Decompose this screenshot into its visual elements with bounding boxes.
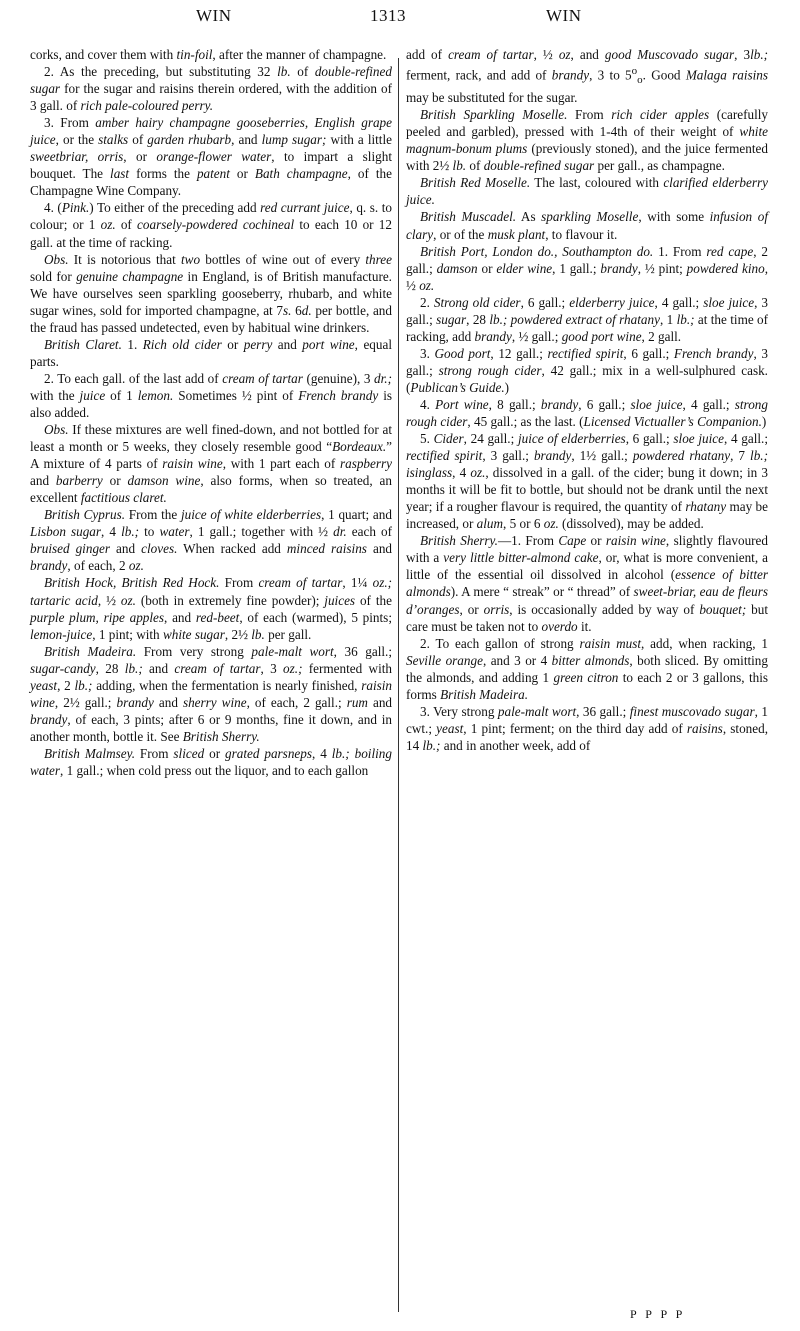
paragraph: 2. As the preceding, but substituting 32 lb. of double-refined sugar for the sugar and raisins therein ordered, with the addition of 3 gall. of rich pale-coloured perry. — [30, 64, 392, 114]
paragraph: 3. Very strong pale-malt wort, 36 gall.; finest muscovado sugar, 1 cwt.; yeast, 1 pint; ferment; on the third day add of raisins, stoned, 14 lb.; and in another week, add of — [406, 703, 768, 753]
signature-mark: P P P P — [630, 1307, 686, 1321]
header-right-word: WIN — [546, 6, 582, 25]
page-number: 1313 — [370, 6, 406, 25]
left-column — [30, 46, 392, 779]
paragraph: British Cyprus. From the juice of white elderberries, 1 quart; and Lisbon sugar, 4 lb.; to water, 1 gall.; together with ½ dr. each of bruised ginger and cloves. When racked add minced raisins and brandy, of each, 2 oz. — [30, 507, 393, 574]
paragraph: 2. To each gall. of the last add of cream of tartar (genuine), 3 dr.; with the juice of 1 lemon. Sometimes ½ pint of French brandy is also added. — [30, 370, 392, 420]
paragraph: British Sherry.—1. From Cape or raisin wine, slightly flavoured with a very little bitter-almond cake, or, what is more convenient, a little of the essential oil dissolved in alcohol (essence of bitter almonds). A mere “ streak” or “ thread” of sweet-briar, eau de fleurs d’oranges, or orris, is occasionally added by way of bouquet; but care must be taken not to overdo it. — [406, 533, 769, 634]
header-left-word: WIN — [196, 6, 232, 25]
paragraph: 2. To each gallon of strong raisin must, add, when racking, 1 Seville orange, and 3 or 4 bitter almonds, both sliced. By omitting the almonds, and adding 1 green citron to each 2 or 3 gallons, this forms British Madeira. — [406, 635, 768, 702]
paragraph: British Muscadel. As sparkling Moselle, with some infusion of clary, or of the musk plant, to flavour it. — [406, 209, 768, 242]
paragraph: 4. Port wine, 8 gall.; brandy, 6 gall.; sloe juice, 4 gall.; strong rough cider, 45 gall.; as the last. (Licensed Victualler’s Companion.) — [406, 396, 768, 430]
paragraph: Obs. It is notorious that two bottles of wine out of every three sold for genuine champagne in England, is of British manufacture. We have ourselves seen sparkling gooseberry, rhubarb, and white sugar wines, sold for imported champagne, at 7s. 6d. per bottle, and the fraud has passed undetected, even by habitual wine drinkers. — [30, 251, 392, 335]
paragraph: British Claret. 1. Rich old cider or perry and port wine, equal parts. — [30, 336, 392, 369]
running-head — [0, 6, 800, 36]
paragraph: British Malmsey. From sliced or grated parsneps, 4 lb.; boiling water, 1 gall.; when cold press out the liquor, and to each gallon — [30, 745, 392, 778]
paragraph: British Madeira. From very strong pale-malt wort, 36 gall.; sugar-candy, 28 lb.; and cream of tartar, 3 oz.; fermented with yeast, 2 lb.; adding, when the fermentation is nearly finished, raisin wine, 2½ gall.; brandy and sherry wine, of each, 2 gall.; rum and brandy, of each, 3 pints; after 6 or 9 months, fine it down, and in another month, bottle it. See British Sherry. — [30, 643, 393, 744]
paragraph: add of cream of tartar, ½ oz, and good Muscovado sugar, 3lb.; ferment, rack, and add of brandy, 3 to $5^o_o$. Good Malaga raisins may be substituted for the sugar. — [406, 47, 769, 106]
right-column — [406, 46, 768, 754]
paragraph: 4. (Pink.) To either of the preceding add red currant juice, q. s. to colour; or 1 oz. of coarsely-powdered cochineal to each 10 or 12 gall. at the time of racking. — [30, 200, 393, 250]
paragraph: Obs. If these mixtures are well fined-down, and not bottled for at least a month or 5 weeks, they closely resemble good “Bordeaux.” A mixture of 4 parts of raisin wine, with 1 part each of raspberry and barberry or damson wine, also forms, when so treated, an excellent factitious claret. — [30, 422, 393, 506]
paragraph: British Red Moselle. The last, coloured with clarified elderberry juice. — [406, 175, 768, 208]
paragraph: 3. Good port, 12 gall.; rectified spirit, 6 gall.; French brandy, 3 gall.; strong rough cider, 42 gall.; mix in a well-sulphured cask. (Publican’s Guide.) — [406, 345, 768, 395]
paragraph: British Port, London do., Southampton do. 1. From red cape, 2 gall.; damson or elder wine, 1 gall.; brandy, ½ pint; powdered kino, ½ oz. — [406, 243, 769, 293]
paragraph: British Hock, British Red Hock. From cream of tartar, 1¼ oz.; tartaric acid, ½ oz. (both in extremely fine powder); juices of the purple plum, ripe apples, and red-beet, of each (warmed), 5 pints; lemon-juice, 1 pint; with white sugar, 2½ lb. per gall. — [30, 575, 393, 642]
paragraph: 5. Cider, 24 gall.; juice of elderberries, 6 gall.; sloe juice, 4 gall.; rectified spirit, 3 gall.; brandy, 1½ gall.; powdered rhatany, 7 lb.; isinglass, 4 oz., dissolved in a gall. of the cider; bung it down; in 3 months it will be fit to bottle, but should not be drank until the next year; if a rougher flavour is required, the quantity of rhatany may be increased, or alum, 5 or 6 oz. (dissolved), may be added. — [406, 431, 769, 532]
text-columns — [30, 46, 770, 1306]
paragraph: 3. From amber hairy champagne gooseberries, English grape juice, or the stalks of garden rhubarb, and lump sugar; with a little sweetbriar, orris, or orange-flower water, to impart a slight bouquet. The last forms the patent or Bath champagne, of the Champagne Wine Company. — [30, 115, 393, 199]
paragraph: 2. Strong old cider, 6 gall.; elderberry juice, 4 gall.; sloe juice, 3 gall.; sugar, 28 lb.; powdered extract of rhatany, 1 lb.; at the time of racking, add brandy, ½ gall.; good port wine, 2 gall. — [406, 294, 769, 344]
paragraph: British Sparkling Moselle. From rich cider apples (carefully peeled and garbled), pressed with 1-4th of their weight of white magnum-bonum plums (previously stoned), and the juice fermented with 2½ lb. of double-refined sugar per gall., as champagne. — [406, 107, 768, 174]
paragraph: corks, and cover them with tin-foil, after the manner of champagne. — [30, 47, 387, 62]
